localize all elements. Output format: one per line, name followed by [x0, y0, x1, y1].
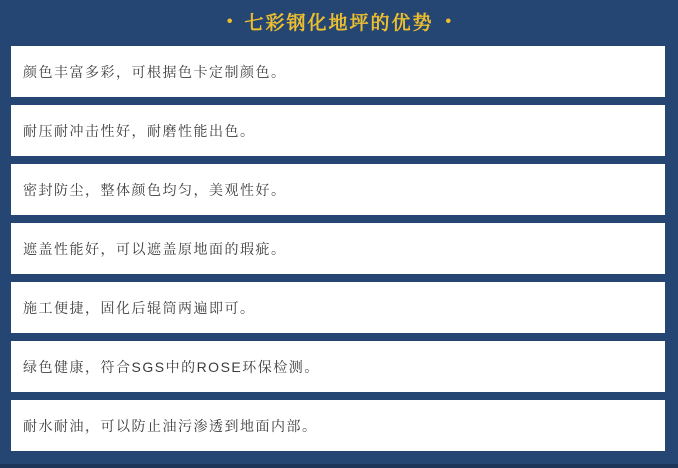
- advantage-item: [11, 46, 665, 97]
- advantage-item-text: 耐压耐冲击性好，耐磨性能出色。: [23, 122, 256, 139]
- advantage-item-text: 绿色健康，符合SGS中的ROSE环保检测。: [23, 358, 320, 375]
- advantage-item-text: 密封防尘，整体颜色均匀，美观性好。: [23, 181, 287, 198]
- advantage-item: [11, 164, 665, 215]
- advantage-item: [11, 223, 665, 274]
- advantage-item: [11, 282, 665, 333]
- title-band: [0, 0, 678, 46]
- page-title-text: 七彩钢化地坪的优势: [244, 12, 434, 34]
- advantage-item-text: 施工便捷，固化后辊筒两遍即可。: [23, 299, 256, 316]
- advantage-item-text: 颜色丰富多彩，可根据色卡定制颜色。: [23, 63, 287, 80]
- advantage-item: [11, 105, 665, 156]
- page-title: [227, 14, 451, 33]
- advantage-item: [11, 341, 665, 392]
- bullet-left-icon: •: [226, 13, 233, 30]
- advantage-item: [11, 400, 665, 451]
- advantages-list: [11, 46, 665, 451]
- advantage-item-text: 耐水耐油，可以防止油污渗透到地面内部。: [23, 417, 318, 434]
- advantage-item-text: 遮盖性能好，可以遮盖原地面的瑕疵。: [23, 240, 287, 257]
- bullet-right-icon: •: [445, 13, 452, 30]
